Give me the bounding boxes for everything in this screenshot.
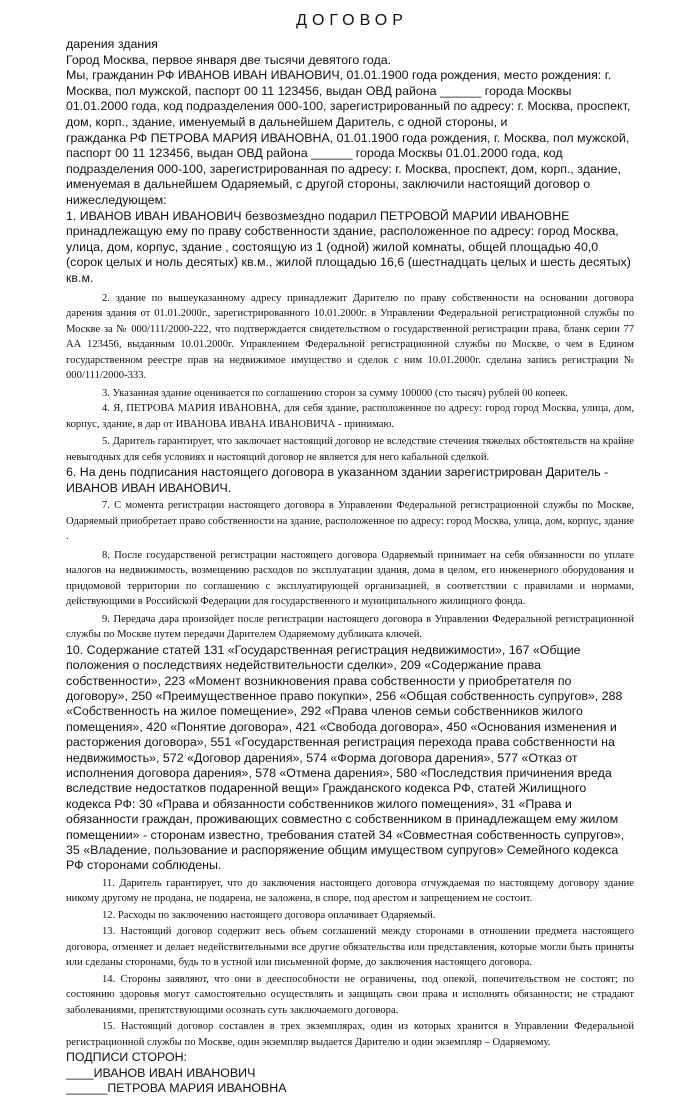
clause-1: 1. ИВАНОВ ИВАН ИВАНОВИЧ безвозмездно подарил ПЕТРОВОЙ МАРИИ ИВАНОВНЕ принадлежащую ему по праву собственности здание, расположенное по адресу: город Москва, улица, дом, корпус, здание , состоящую из 1 (одной) жилой комнаты, общей площадью 40,0 (сорок целых и ноль десятых) кв.м., жилой площадью 16,6 (шестнадцать целых и шесть десятых) кв.м. bbox=[66, 208, 631, 285]
clause-6: 6. На день подписания настоящего договора в указанном здании зарегистрирован Даритель - ИВАНОВ ИВАН ИВАНОВИЧ. bbox=[66, 465, 609, 495]
document-page bbox=[66, 0, 634, 1097]
signature-donee: ______ПЕТРОВА МАРИЯ ИВАНОВНА bbox=[66, 1081, 287, 1096]
clause-15: 15. Настоящий договор составлен в трех экземплярах, один из которых хранится в Управлении Федеральной регистрационной службы по Москве, один экземпляр выдается Дарителю и один экземпляр – Одаряемому. bbox=[66, 1021, 634, 1048]
signature-donor: ____ИВАНОВ ИВАН ИВАНОВИЧ bbox=[66, 1065, 256, 1080]
clause-7: 7. С момента регистрации настоящего договора в Управлении Федеральной регистрационной службы по Москве, Одаряемый приобретает право собственности на здание, расположенное по адресу: город Москва, улица, дом, корпус, здание . bbox=[66, 500, 634, 543]
clause-4: 4. Я, ПЕТРОВА МАРИЯ ИВАНОВНА, для себя здание, расположенное по адресу: город город Москва, улица, дом, корпус, здание, в дар от ИВАНОВА ИВАНА ИВАНОВИЧА - принимаю. bbox=[66, 403, 634, 430]
document-subtitle: дарения здания bbox=[66, 37, 158, 51]
document-title: ДОГОВОР bbox=[296, 12, 408, 29]
intro-donee: гражданка РФ ПЕТРОВА МАРИЯ ИВАНОВНА, 01.01.1900 года рождения, г. Москва, пол мужской, паспорт 00 11 123456, выдан ОВД района ______ города Москвы 01.01.2000 года, код подразделения 000-100, зарегистрированная по адресу: г. Москва, проспект, дом, корп., здание, именуемая в дальнейшем Одаряемый, с другой стороны, заключили настоящий договор о нижеследующем: bbox=[66, 130, 630, 207]
intro-donor: Мы, гражданин РФ ИВАНОВ ИВАН ИВАНОВИЧ, 01.01.1900 года рождения, место рождения: г. Москва, пол мужской, паспорт 00 11 123456, выдан ОВД района ______ города Москвы 01.01.2000 года, код подразделения 000-100, зарегистрированный по адресу: г. Москва, проспект, дом, корп., здание, именуемый в дальнейшем Даритель, с одной стороны, и bbox=[66, 68, 631, 129]
clause-3: 3. Указанная здание оценивается по соглашению сторон за сумму 100000 (сто тысяч) рублей 00 копеек. bbox=[102, 387, 569, 399]
clause-2: 2. здание по вышеуказанному адресу принадлежит Дарителю по праву собственности на основании договора дарения здания от 01.01.2000г., зарегистрированного 10.01.2000г. в Управлении Федеральной регистрационной службы по Москве за № 000/111/2000-222, что подтверждается свидетельством о государственной регистрации права, бланк серии 77 АА 123456, выданным 10.01.2000г. Управлением Федеральной регистрационной службы по Москве, о чем в Едином государственном реестре прав на недвижимое имущество и сделок с ним 10.01.2000г. сделана запись регистрации № 000/111/2000-333. bbox=[66, 292, 634, 381]
place-date: Город Москва, первое января две тысячи девятого года. bbox=[66, 52, 392, 67]
clause-10: 10. Содержание статей 131 «Государственная регистрация недвижимости», 167 «Общие положения о последствиях недействительности сделки», 209 «Содержание права собственности», 223 «Момент возникновения права собственности у приобретателя по договору», 250 «Преимущественное право покупки», 256 «Общая собственность супругов», 288 «Собственность на жилое помещение», 292 «Права членов семьи собственников жилого помещения», 420 «Понятие договора», 421 «Свобода договора», 450 «Основания изменения и расторжения договора», 551 «Государственная регистрация перехода права собственности на недвижимость», 572 «Договор дарения», 574 «Форма договора дарения», 577 «Отказ от исполнения договора дарения», 578 «Отмена дарения», 580 «Последствия причинения вреда вследствие недостатков подаренной вещи» Гражданского кодекса РФ, статей Жилищного кодекса РФ: 30 «Права и обязанности собственников жилого помещения», 31 «Права и обязанности граждан, проживающих совместно с собственником в принадлежащем ему жилом помещении» - сторонам известно, требования статей 34 «Совместная собственность супругов», 35 «Владение, пользование и распоряжение общим имуществом супругов» Семейного кодекса РФ сторонами соблюдены. bbox=[66, 642, 625, 873]
clause-5: 5. Даритель гарантирует, что заключает настоящий договор не вследствие стечения тяжелых обстоятельств на крайне невыгодных для себя условиях и настоящий договор не является для него кабальной сделкой. bbox=[66, 436, 634, 463]
clause-14: 14. Стороны заявляют, что они в дееспособности не ограничены, под опекой, попечительством не состоят; по состоянию здоровья могут самостоятельно осуществлять и защищать свои права и исполнять обязанности; не страдают заболеваниями, препятствующими осознать суть заключаемого договора. bbox=[66, 973, 634, 1016]
clause-11: 11. Даритель гарантирует, что до заключения настоящего договора отчуждаемая по настоящему договору здание никому другому не продана, не подарена, не заложена, в споре, под арестом и запрещением не состоит. bbox=[66, 877, 634, 905]
signatures-heading: ПОДПИСИ СТОРОН: bbox=[66, 1050, 187, 1065]
clause-9: 9. Передача дара произойдет после регистрации настоящего договора в Управлении Федеральной регистрационной службы по Москве путем передачи Дарителем Одаряемому дубликата ключей. bbox=[66, 613, 634, 641]
clause-13: 13. Настоящий договор содержит весь объем соглашений между сторонами в отношении предмета настоящего договора, отменяет и делает недействительными все другие обязательства или представления, которые могли быть приняты или сделаны сторонами, будь то в устной или письменной форме, до заключения настоящего договора. bbox=[66, 926, 634, 969]
clause-12: 12. Расходы по заключению настоящего договора оплачивает Одаряемый. bbox=[102, 909, 436, 921]
clause-8: 8. После государственой регистрации настоящего договора Одаряемый принимает на себя обязанности по уплате налогов на недвижимость, возмещению расходов по эксплуатации здания, дома в целом, его инженерного оборудования и придомовой территории по соглашению с эксплуатирующей организацией, в соответствии с правилами и нормами, действующими в Российской Федерации для государственного и муниципального жилищного фонда. bbox=[66, 549, 634, 608]
